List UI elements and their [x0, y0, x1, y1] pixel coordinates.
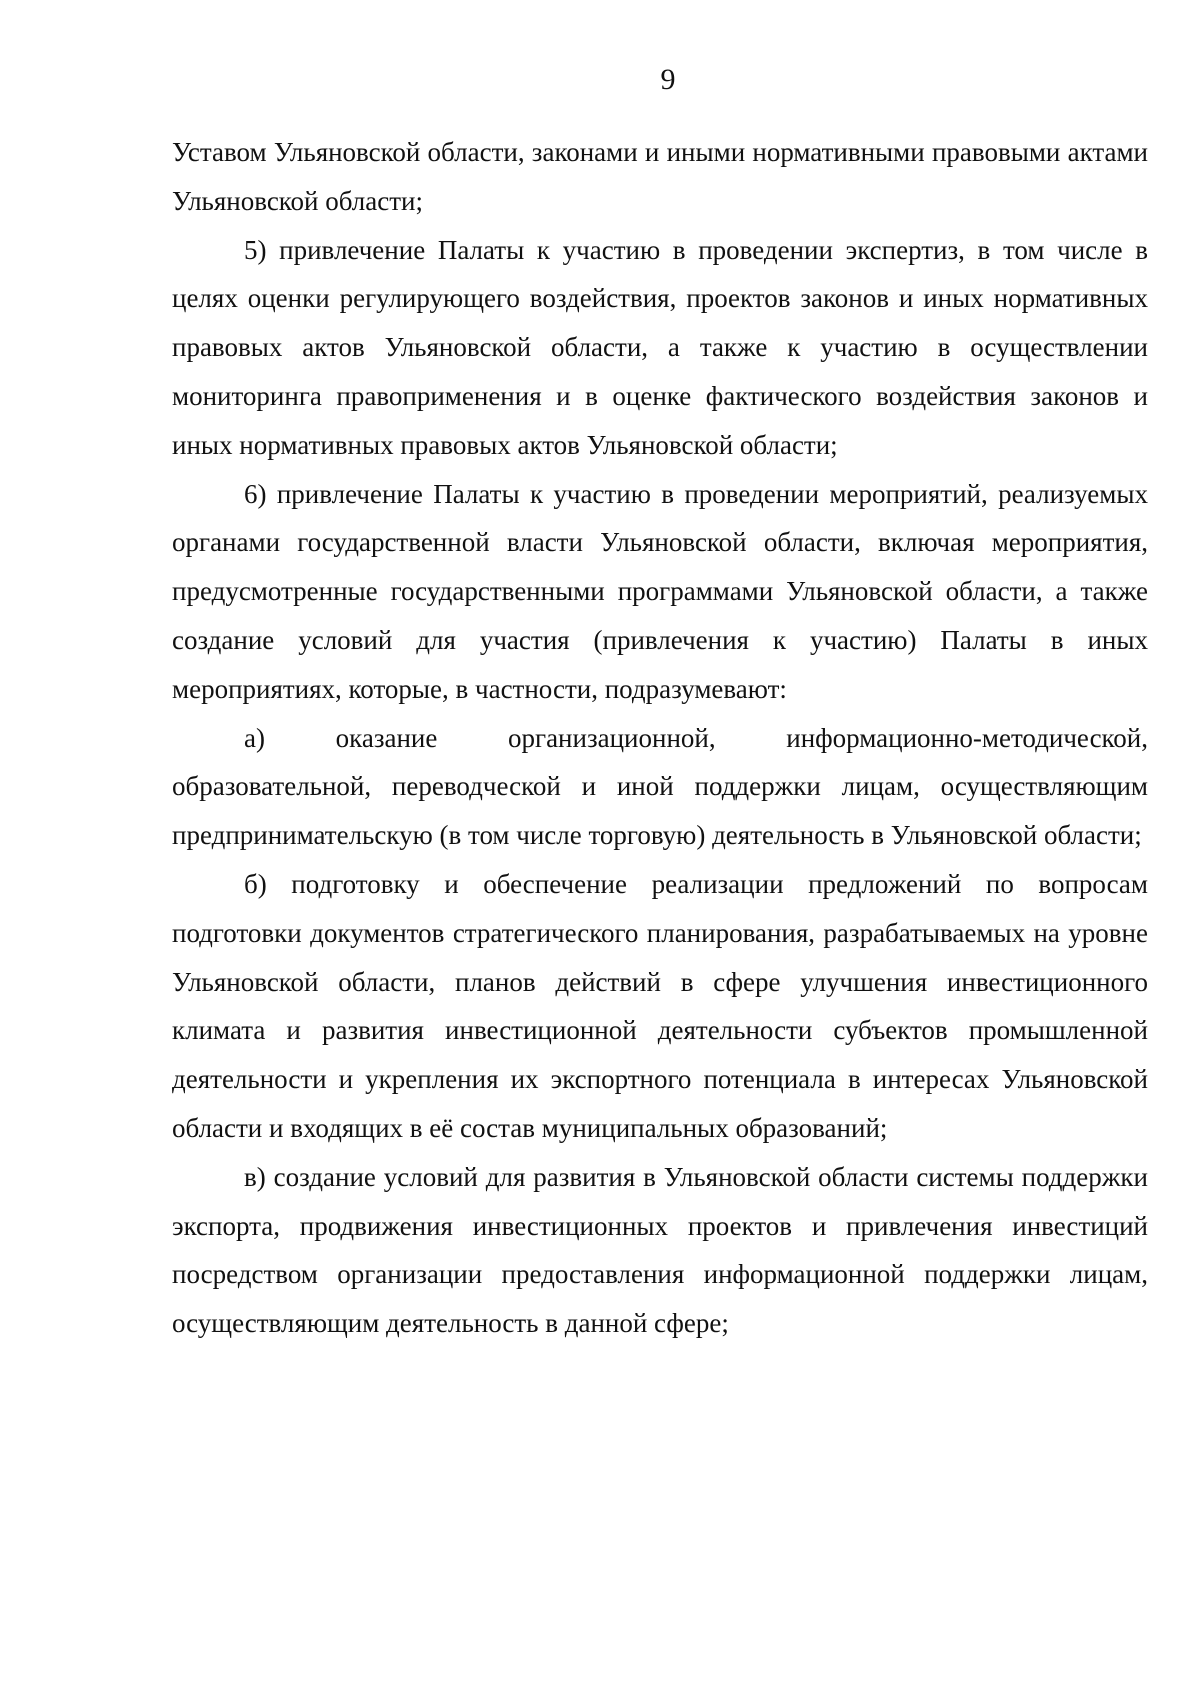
paragraph-sub-b: б) подготовку и обеспечение реализации предложений по вопросам подготовки документов стратегического планирования, разрабатываемых на уровне Ульяновской области, планов действий в сфере улучшения инвестиционного климата и развития инвестиционной деятельности субъектов промышленной деятельности и укрепления их экспортного потенциала в интересах Ульяновской области и входящих в её состав муниципальных образований; [172, 868, 1148, 1143]
document-body [172, 128, 1148, 1348]
paragraph-sub-v: в) создание условий для развития в Ульяновской области системы поддержки экспорта, продвижения инвестиционных проектов и привлечения инвестиций посредством организации предоставления информационной поддержки лицам, осуществляющим деятельность в данной сфере; [172, 1161, 1148, 1339]
paragraph-item-6: 6) привлечение Палаты к участию в проведении мероприятий, реализуемых органами государственной власти Ульяновской области, включая мероприятия, предусмотренные государственными программами Ульяновской области, а также создание условий для участия (привлечения к участию) Палаты в иных мероприятиях, которые, в частности, подразумевают: [172, 478, 1148, 704]
paragraph-sub-a: а) оказание организационной, информационно-методической, образовательной, переводческой и иной поддержки лицам, осуществляющим предпринимательскую (в том числе торговую) деятельность в Ульяновской области; [172, 722, 1148, 851]
paragraph-continuation: Уставом Ульяновской области, законами и иными нормативными правовыми актами Ульяновской области; [172, 137, 1148, 216]
page-number: 9 [660, 63, 676, 96]
paragraph-item-5: 5) привлечение Палаты к участию в проведении экспертиз, в том числе в целях оценки регулирующего воздействия, проектов законов и иных нормативных правовых актов Ульяновской области, а также к участию в осуществлении мониторинга правоприменения и в оценке фактического воздействия законов и иных нормативных правовых актов Ульяновской области; [172, 234, 1148, 460]
